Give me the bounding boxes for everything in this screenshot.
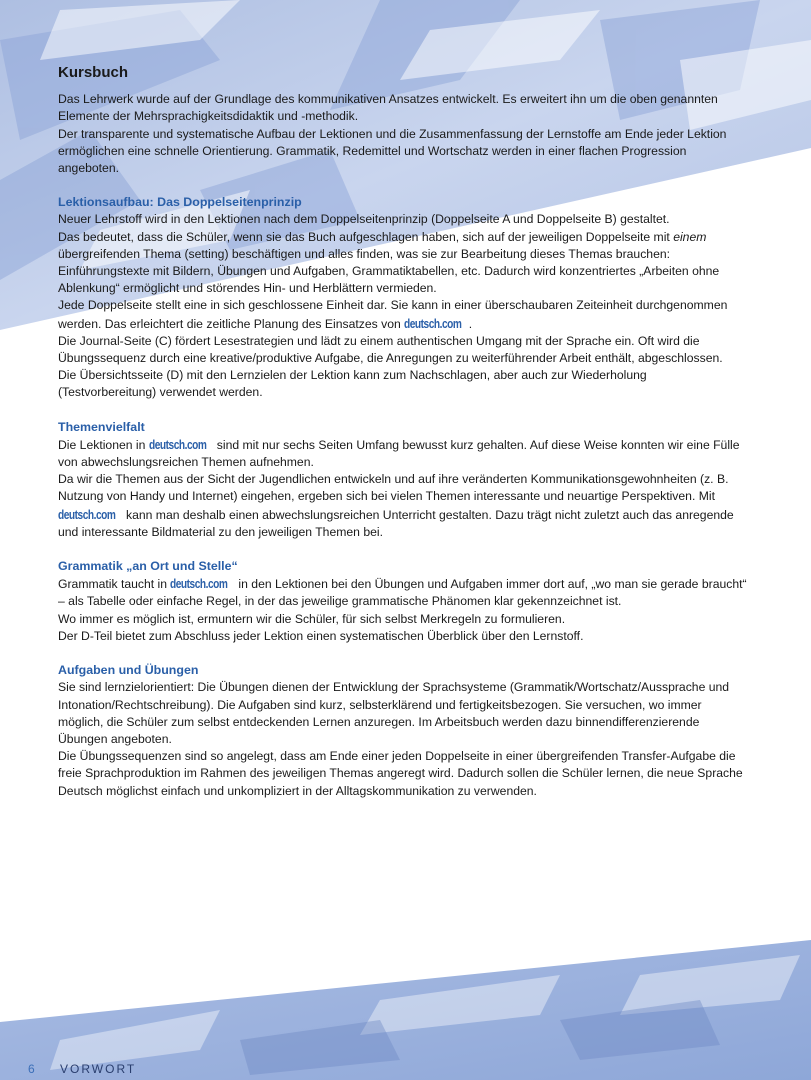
- section-heading: Themenvielfalt: [58, 419, 145, 434]
- page-content: [58, 64, 748, 800]
- section-paragraph: Neuer Lehrstoff wird in den Lektionen nach dem Doppelseitenprinzip (Doppelseite A und Doppelseite B) gestaltet.: [58, 212, 670, 227]
- section-paragraph: Die Journal-Seite (C) fördert Lesestrategien und lädt zu einem authentischen Umgang mit der Sprache ein. Oft wird die Übungssequenz durch eine kreative/produktive Aufgabe, die Anregungen zu weiterführender Arbeit enthält, abgeschlossen.: [58, 333, 723, 366]
- brand-logo: deutsch.com: [170, 576, 228, 592]
- section-heading: Grammatik „an Ort und Stelle“: [58, 559, 238, 574]
- section-heading: Lektionsaufbau: Das Doppelseitenprinzip: [58, 195, 302, 210]
- page-footer: [0, 1046, 811, 1080]
- brand-logo: deutsch.com: [404, 315, 462, 331]
- intro-paragraph: Das Lehrwerk wurde auf der Grundlage des kommunikativen Ansatzes entwickelt. Es erweitert ihn um die oben genannten Elemente der Mehrsprachigkeitsdidaktik und -methodik.: [58, 92, 718, 124]
- section-heading: Aufgaben und Übungen: [58, 663, 199, 678]
- section-paragraph: Der D-Teil bietet zum Abschluss jeder Lektion einen systematischen Überblick über den Lernstoff.: [58, 628, 584, 643]
- section-paragraph: Die Übersichtsseite (D) mit den Lernzielen der Lektion kann zum Nachschlagen, aber auch zur Wiederholung (Testvorbereitung) verwendet werden.: [58, 368, 647, 400]
- section-grammatik: [58, 558, 748, 645]
- page-title: Kursbuch: [58, 64, 129, 81]
- page-number: 6: [28, 1062, 35, 1076]
- section-paragraph: Sie sind lernzielorientiert: Die Übungen dienen der Entwicklung der Sprachsysteme (Grammatik/Wortschatz/Aussprache und Intonation/Rechtschreibung). Die Aufgaben sind kurz, selbsterklärend und fertigkeitsbezogen. Sie versuchen, wo immer möglich, die Schüler zum selbst entdeckenden Lernen anzuregen. Im Arbeitsbuch werden dazu binnendifferenzierende Übungen angeboten.: [58, 680, 730, 746]
- section-paragraph: Grammatik taucht in deutsch.com in den Lektionen bei den Übungen und Aufgaben immer dort auf, „wo man sie gerade braucht“ – als Tabelle oder einfache Regel, in der das jeweilige grammatische Phänomen klar gekennzeichnet ist.: [58, 576, 747, 609]
- brand-logo: deutsch.com: [148, 436, 207, 452]
- section-paragraph: Das bedeutet, dass die Schüler, wenn sie das Buch aufgeschlagen haben, sich auf der jeweiligen Doppelseite mit einem übergreifenden Thema (setting) beschäftigen und alles finden, was sie zur Bearbeitung dieses Themas brauchen: Einführungstexte mit Bildern, Übungen und Aufgaben, Grammatiktabellen, etc. Dadurch wird konzentriertes „Arbeiten ohne Ablenkung“ ermöglicht und störendes Hin- und Herblättern vermieden.: [58, 229, 720, 296]
- section-paragraph: Da wir die Themen aus der Sicht der Jugendlichen entwickeln und auf ihre veränderten Kommunikationsgewohnheiten (z. B. Nutzung von Handy und Internet) eingehen, ergeben sich bei vielen Themen interessante und neuartige Perspektiven. Mit deutsch.com kann man deshalb einen abwechslungsreichen Unterricht gestalten. Dazu trägt nicht zuletzt auch das anregende und interessante Bildmaterial zu den jeweiligen Themen bei.: [58, 472, 734, 539]
- footer-label: VORWORT: [60, 1062, 137, 1076]
- section-themenvielfalt: [58, 419, 748, 541]
- section-paragraph: Wo immer es möglich ist, ermuntern wir die Schüler, für sich selbst Merkregeln zu formulieren.: [58, 611, 566, 626]
- section-aufgaben: [58, 662, 748, 800]
- section-paragraph: Die Übungssequenzen sind so angelegt, dass am Ende einer jeden Doppelseite in einer übergreifenden Transfer-Aufgabe die freie Sprachproduktion im Rahmen des jeweiligen Themas angeregt wird. Dadurch sollen die Schüler lernen, die neue Sprache Deutsch möglichst einfach und unkompliziert in der Alltagskommunikation zu verwenden.: [58, 749, 743, 798]
- intro-section: [58, 91, 748, 177]
- section-paragraph: Die Lektionen in deutsch.com sind mit nur sechs Seiten Umfang bewusst kurz gehalten. Auf diese Weise konnten wir eine Fülle von abwechslungsreichen Themen aufnehmen.: [58, 436, 740, 470]
- intro-paragraph: Der transparente und systematische Aufbau der Lektionen und die Zusammenfassung der Lernstoffe am Ende jeder Lektion ermöglichen eine schnelle Orientierung. Grammatik, Redemittel und Wortschatz werden in einer flachen Progression angeboten.: [58, 126, 727, 176]
- section-lektionsaufbau: [58, 194, 748, 401]
- emphasis-text: einem: [673, 229, 707, 244]
- brand-logo: deutsch.com: [58, 506, 116, 522]
- section-paragraph: Jede Doppelseite stellt eine in sich geschlossene Einheit dar. Sie kann in einer überschaubaren Zeiteinheit durchgenommen werden. Das erleichtert die zeitliche Planung des Einsatzes von deutsch.com .: [58, 298, 728, 331]
